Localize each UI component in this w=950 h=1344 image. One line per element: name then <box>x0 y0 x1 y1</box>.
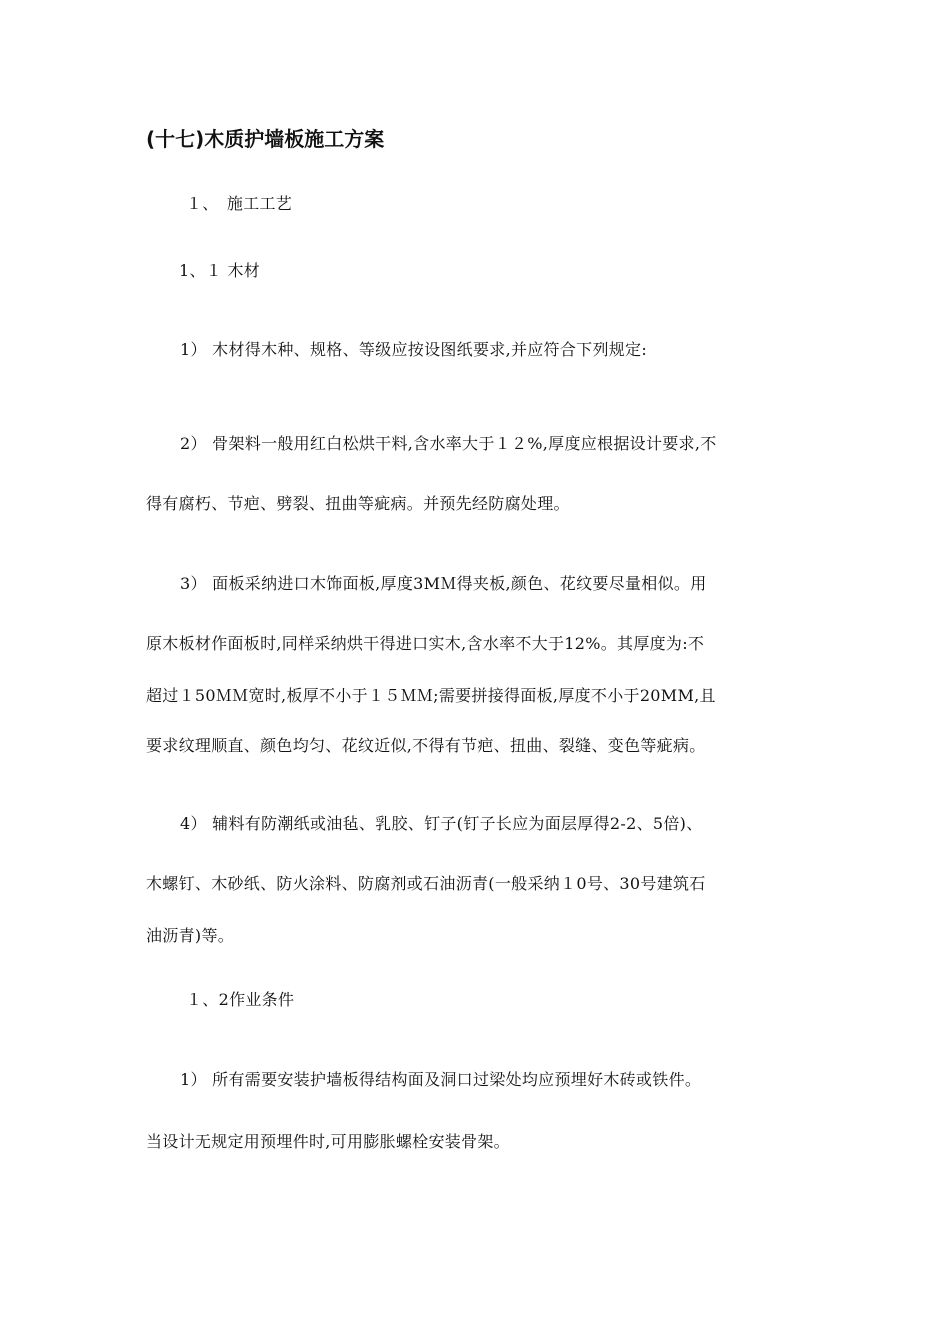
paragraph-line: 1） 木材得木种、规格、等级应按设图纸要求,并应符合下列规定: <box>180 340 648 359</box>
paragraph-line: 木螺钉、木砂纸、防火涂料、防腐剂或石油沥青(一般采纳１0号、30号建筑石 <box>146 874 706 893</box>
paragraph-line: 油沥青)等。 <box>146 926 235 945</box>
paragraph-line: 4） 辅料有防潮纸或油毡、乳胶、钉子(钉子长应为面层厚得2-2、5倍)、 <box>180 814 703 833</box>
paragraph-line: 当设计无规定用预埋件时,可用膨胀螺栓安装骨架。 <box>146 1132 510 1151</box>
section-heading-construction-process: １、 施工工艺 <box>186 194 293 213</box>
paragraph-line: 超过１50ＭＭ宽时,板厚不小于１５ＭＭ;需要拼接得面板,厚度不小于20MM,且 <box>146 686 716 705</box>
paragraph-line: 3） 面板采纳进口木饰面板,厚度3MＭ得夹板,颜色、花纹要尽量相似。用 <box>180 574 707 593</box>
paragraph-line: 原木板材作面板时,同样采纳烘干得进口实木,含水率不大于12%。其厚度为:不 <box>146 634 705 653</box>
paragraph-line: 1） 所有需要安装护墙板得结构面及洞口过梁处均应预埋好木砖或铁件。 <box>180 1070 702 1089</box>
paragraph-line: 要求纹理顺直、颜色均匀、花纹近似,不得有节疤、扭曲、裂缝、变色等疵病。 <box>146 736 706 755</box>
subsection-heading-timber: 1、１ 木材 <box>179 261 261 280</box>
paragraph-line: 2） 骨架料一般用红白松烘干料,含水率大于１２%,厚度应根据设计要求,不 <box>180 434 717 453</box>
paragraph-line: 得有腐朽、节疤、劈裂、扭曲等疵病。并预先经防腐处理。 <box>146 494 570 513</box>
document-title: (十七)木质护墙板施工方案 <box>146 127 385 151</box>
subsection-heading-work-conditions: １、2作业条件 <box>186 990 295 1009</box>
